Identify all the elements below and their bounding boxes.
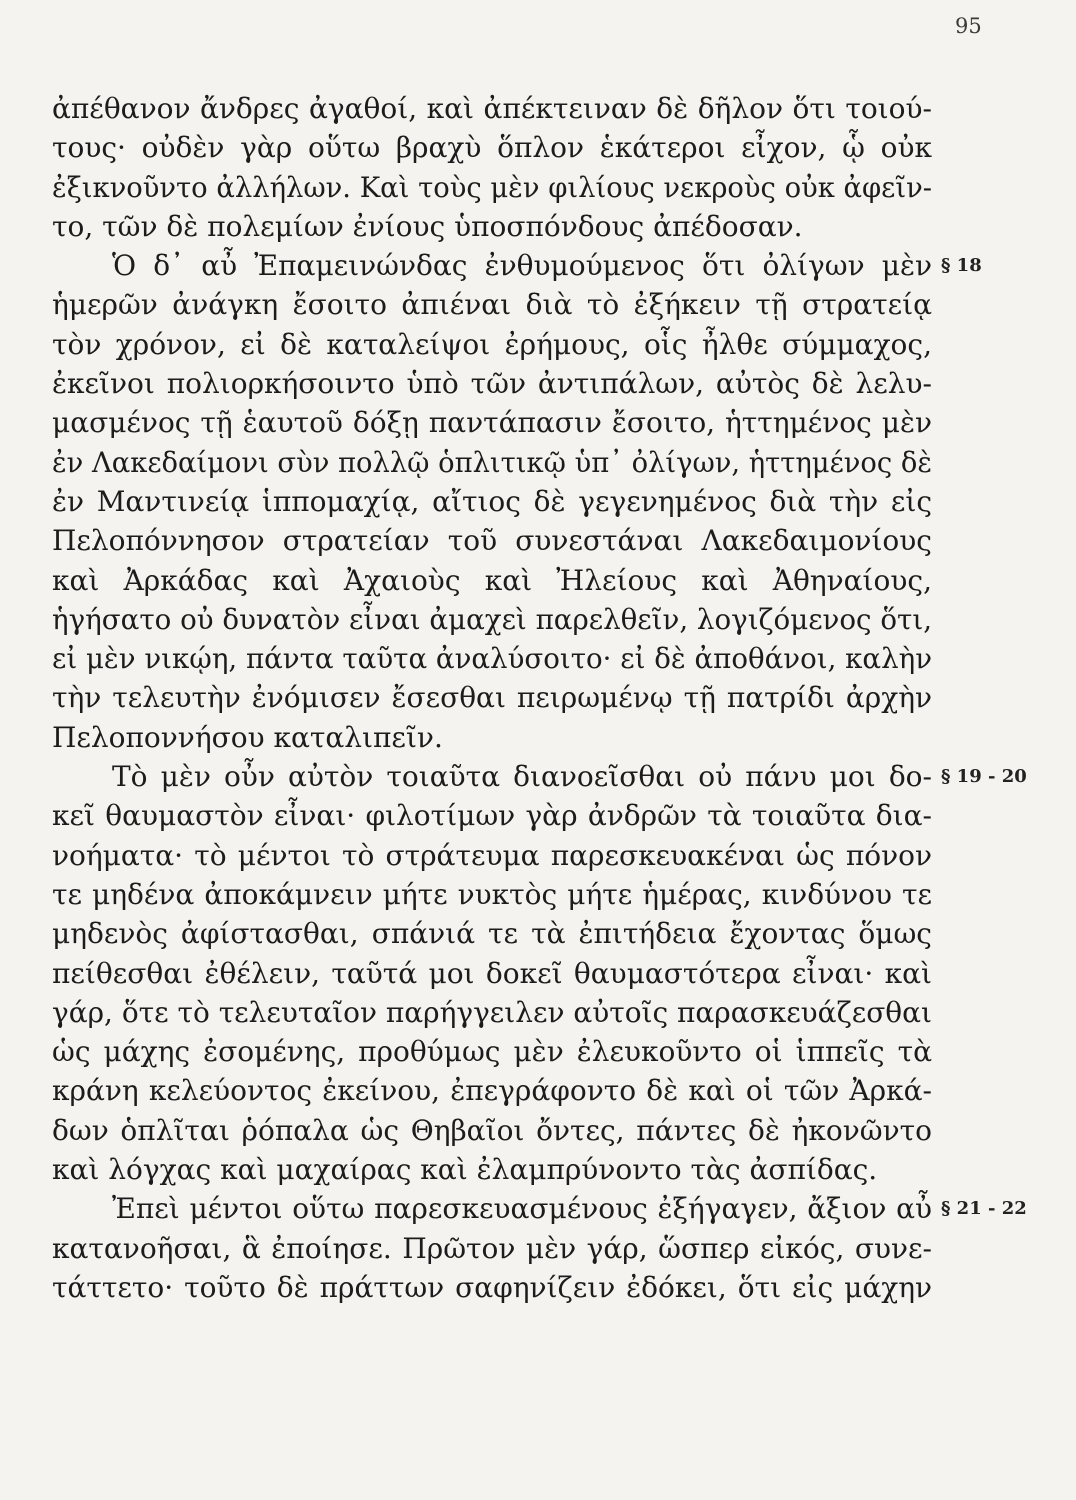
text-line xyxy=(52,914,932,953)
text-line xyxy=(52,403,932,442)
line-text: ἐν Μαντινείᾳ ἱππομαχίᾳ, αἴτιος δὲ γεγενημένος διὰ τὴν εἰς xyxy=(52,484,932,518)
page-number: 95 xyxy=(955,14,982,38)
text-line xyxy=(52,168,932,207)
line-text: νοήματα· τὸ μέντοι τὸ στράτευμα παρεσκευακέναι ὡς πόνον xyxy=(52,838,932,872)
line-text: ὡς μάχης ἐσομένης, προθύμως μὲν ἐλευκοῦντο οἱ ἱππεῖς τὰ xyxy=(52,1035,932,1069)
line-text: ἡμερῶν ἀνάγκη ἔσοιτο ἀπιέναι διὰ τὸ ἐξήκειν τῇ στρατείᾳ xyxy=(52,288,932,322)
line-text: ἐξικνοῦντο ἀλλήλων. Καὶ τοὺς μὲν φιλίους νεκροὺς οὐκ ἀφεῖν- xyxy=(52,170,932,204)
text-line xyxy=(52,89,932,128)
text-line xyxy=(52,1229,932,1268)
text-line xyxy=(52,1189,1027,1228)
line-text: μασμένος τῇ ἑαυτοῦ δόξῃ παντάπασιν ἔσοιτο, ἡττημένος μὲν xyxy=(52,406,932,440)
line-text: Τὸ μὲν οὖν αὐτὸν τοιαῦτα διανοεῖσθαι οὐ πάνυ μοι δο- xyxy=(112,760,932,794)
line-text: μηδενὸς ἀφίστασθαι, σπάνιά τε τὰ ἐπιτήδεια ἔχοντας ὅμως xyxy=(52,917,932,951)
line-text: ἐν Λακεδαίμονι σὺν πολλῷ ὁπλιτικῷ ὑπ᾽ ὀλίγων, ἡττημένος δὲ xyxy=(52,445,932,479)
text-line xyxy=(52,1071,932,1110)
line-text: γάρ, ὅτε τὸ τελευταῖον παρήγγειλεν αὐτοῖς παρασκευάζεσθαι xyxy=(52,995,932,1029)
text-line xyxy=(52,1150,932,1189)
line-text: κεῖ θαυμαστὸν εἶναι· φιλοτίμων γὰρ ἀνδρῶν τὰ τοιαῦτα δια- xyxy=(52,799,932,833)
text-line xyxy=(52,1032,932,1071)
text-line xyxy=(52,364,932,403)
text-line xyxy=(52,600,932,639)
text-line xyxy=(52,207,932,246)
line-text: εἰ μὲν νικῴη, πάντα ταῦτα ἀναλύσοιτο· εἰ δὲ ἀποθάνοι, καλὴν xyxy=(52,642,932,676)
text-line xyxy=(52,325,932,364)
line-text: Ὁ δ᾽ αὖ Ἐπαμεινώνδας ἐνθυμούμενος ὅτι ὀλίγων μὲν xyxy=(112,249,932,283)
line-text: τὴν τελευτὴν ἐνόμισεν ἔσεσθαι πειρωμένῳ τῇ πατρίδι ἀρχὴν xyxy=(52,681,932,715)
line-text: Ἐπεὶ μέντοι οὕτω παρεσκευασμένους ἐξήγαγεν, ἄξιον αὖ xyxy=(112,1192,932,1226)
section-marker: § 19 - 20 xyxy=(941,766,1027,788)
line-text: ἀπέθανον ἄνδρες ἀγαθοί, καὶ ἀπέκτειναν δὲ δῆλον ὅτι τοιού- xyxy=(52,92,932,125)
text-line xyxy=(52,1111,932,1150)
line-text: πείθεσθαι ἐθέλειν, ταῦτά μοι δοκεῖ θαυμαστότερα εἶναι· καὶ xyxy=(52,956,932,990)
text-line xyxy=(52,561,932,600)
text-line xyxy=(52,954,932,993)
line-text: τάττετο· τοῦτο δὲ πράττων σαφηνίζειν ἐδόκει, ὅτι εἰς μάχην xyxy=(52,1270,932,1304)
text-line xyxy=(52,757,1027,796)
section-marker: § 21 - 22 xyxy=(941,1198,1027,1220)
text-line xyxy=(52,443,932,482)
text-line xyxy=(52,482,932,521)
text-line xyxy=(52,639,932,678)
line-text: Πελοποννήσου καταλιπεῖν. xyxy=(52,720,443,754)
text-line xyxy=(52,678,932,717)
line-text: καὶ Ἀρκάδας καὶ Ἀχαιοὺς καὶ Ἠλείους καὶ Ἀθηναίους, xyxy=(52,563,932,597)
line-text: τους· οὐδὲν γὰρ οὕτω βραχὺ ὅπλον ἑκάτεροι εἶχον, ᾧ οὐκ xyxy=(52,131,932,165)
text-line xyxy=(52,246,982,285)
text-line xyxy=(52,875,932,914)
text-line xyxy=(52,718,932,757)
main-text xyxy=(52,89,1027,1307)
line-text: τὸν χρόνον, εἰ δὲ καταλείψοι ἐρήμους, οἷς ἦλθε σύμμαχος, xyxy=(52,327,932,361)
line-text: δων ὁπλῖται ῥόπαλα ὡς Θηβαῖοι ὄντες, πάντες δὲ ἠκονῶντο xyxy=(52,1113,932,1147)
line-text: ἡγήσατο οὐ δυνατὸν εἶναι ἀμαχεὶ παρελθεῖν, λογιζόμενος ὅτι, xyxy=(52,602,932,636)
text-line xyxy=(52,285,932,324)
section-marker: § 18 xyxy=(941,255,982,277)
line-text: κατανοῆσαι, ἃ ἐποίησε. Πρῶτον μὲν γάρ, ὥσπερ εἰκός, συνε- xyxy=(52,1231,932,1265)
text-line xyxy=(52,836,932,875)
text-line xyxy=(52,521,932,560)
line-text: τε μηδένα ἀποκάμνειν μήτε νυκτὸς μήτε ἡμέρας, κινδύνου τε xyxy=(52,877,932,911)
line-text: ἐκεῖνοι πολιορκήσοιντο ὑπὸ τῶν ἀντιπάλων, αὐτὸς δὲ λελυ- xyxy=(52,367,932,401)
text-line xyxy=(52,1268,932,1307)
line-text: κράνη κελεύοντος ἐκείνου, ἐπεγράφοντο δὲ καὶ οἱ τῶν Ἀρκά- xyxy=(52,1074,932,1108)
text-line xyxy=(52,993,932,1032)
text-line xyxy=(52,128,932,167)
line-text: το, τῶν δὲ πολεμίων ἐνίους ὑποσπόνδους ἀπέδοσαν. xyxy=(52,209,803,243)
text-line xyxy=(52,796,932,835)
line-text: Πελοπόννησον στρατείαν τοῦ συνεστάναι Λακεδαιμονίους xyxy=(52,524,932,558)
line-text: καὶ λόγχας καὶ μαχαίρας καὶ ἐλαμπρύνοντο τὰς ἀσπίδας. xyxy=(52,1153,878,1187)
